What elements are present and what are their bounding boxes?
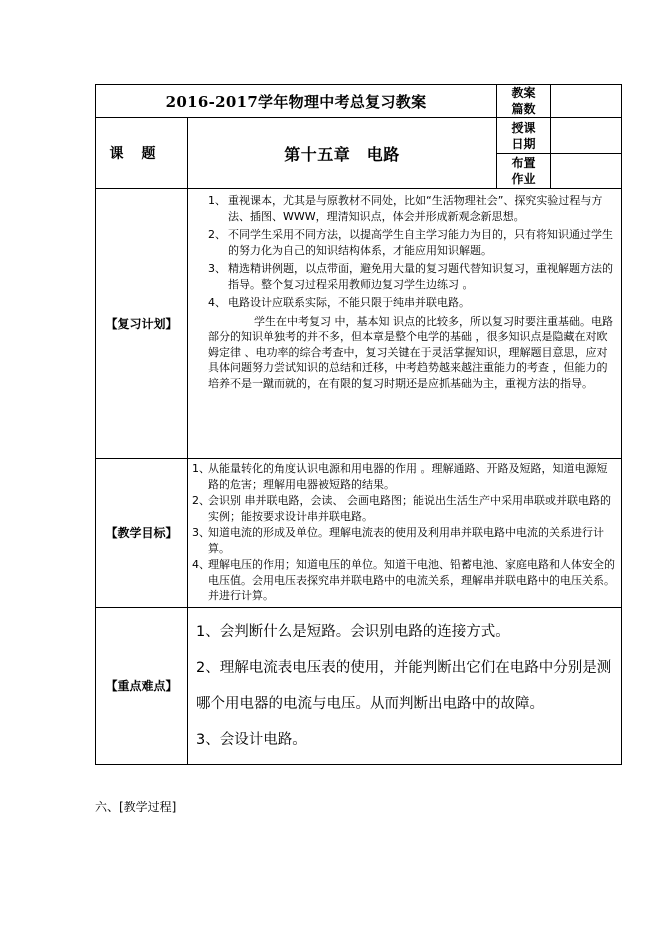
- key-points-content: [188, 607, 622, 764]
- key-point-item: 1、会判断什么是短路。会识别电路的连接方式。: [196, 623, 510, 640]
- key-points-row: [96, 607, 622, 764]
- chapter-title: 第十五章 电路: [188, 118, 497, 189]
- review-plan-item: 3、 精选精讲例题，以点带面，避免用大量的复习题代替知识复习，重视解题方法的指导。整个复习过程采用教师边复习学生边练习 。: [208, 262, 613, 291]
- teaching-process-heading: 六、[教学过程]: [95, 800, 177, 814]
- teaching-goal-item: 4、 理解电压的作用；知道电压的单位。知道干电池、铅蓄电池、家庭电路和人体安全的电压值。会用电压表探究串并联电路中的电流关系，理解串并联电路中的电压关系。并进行计算。: [192, 558, 615, 602]
- lesson-plan-table: [95, 84, 622, 765]
- teaching-goal-item: 2、 会识别 串并联电路，会读、 会画电路图；能说出生活生产中采用串联或并联电路的实例；能按要求设计串并联电路。: [192, 494, 611, 523]
- header-row-1: [96, 85, 622, 118]
- review-plan-item: 4、 电路设计应联系实际，不能只限于纯串并联电路。: [208, 296, 470, 309]
- meta-value-lesson-count: [551, 85, 622, 118]
- review-plan-item: 2、 不同学生采用不同方法，以提高学生自主学习能力为目的，只有将知识通过学生的努力化为自己的知识结构体系，才能应用知识解题。: [208, 228, 613, 257]
- meta-label-teaching-date: 授课 日期: [497, 118, 551, 154]
- review-plan-paragraph: 学生在中考复习 中，基本知 识点的比较多，所以复习时要注重基础。电路部分的知识单独考的并不多，但本章是整个电学的基础 ，很多知识点是隐藏在对欧姆定律 、电功率的综合考查中，复习关键在于灵活掌握知识，理解题目意思，应对具体问题努力尝试知识的总结和迁移，中考趋势越来越注重能力的考查 ，但能力的培养不是一蹴而就的，在有限的复习时期还是应抓基础为主，重视方法的指导。: [208, 314, 613, 390]
- key-points-label: 【重点难点】: [96, 607, 188, 764]
- header-row-2: [96, 118, 622, 154]
- review-plan-row: [96, 189, 622, 459]
- teaching-goal-item: 1、 从能量转化的角度认识电源和用电器的作用 。理解通路、开路及短路，知道电源短路的危害；理解用电器被短路的结果。: [192, 462, 608, 491]
- review-plan-item: 1、 重视课本，尤其是与原教材不同处，比如“生活物理社会”、探究实验过程与方法、插图、WWW，理清知识点，体会并形成新观念新思想。: [208, 194, 603, 223]
- meta-value-teaching-date: [551, 118, 622, 154]
- meta-label-lesson-count: 教案 篇数: [497, 85, 551, 118]
- meta-label-homework: 布置 作业: [497, 154, 551, 189]
- teaching-goals-content: [188, 459, 622, 608]
- teaching-goals-row: [96, 459, 622, 608]
- review-plan-label: 【复习计划】: [96, 189, 188, 459]
- course-label: 课题: [96, 118, 188, 189]
- key-point-item: 2、理解电流表电压表的使用，并能判断出它们在电路中分别是测哪个用电器的电流与电压。从而判断出电路中的故障。: [196, 659, 612, 712]
- key-point-item: 3、会设计电路。: [196, 731, 307, 748]
- document-title: 2016-2017学年物理中考总复习教案: [96, 85, 497, 118]
- review-plan-content: [188, 189, 622, 459]
- meta-value-homework: [551, 154, 622, 189]
- teaching-goals-label: 【教学目标】: [96, 459, 188, 608]
- teaching-goal-item: 3、 知道电流的形成及单位。理解电流表的使用及利用串并联电路中电流的关系进行计算。: [192, 526, 604, 555]
